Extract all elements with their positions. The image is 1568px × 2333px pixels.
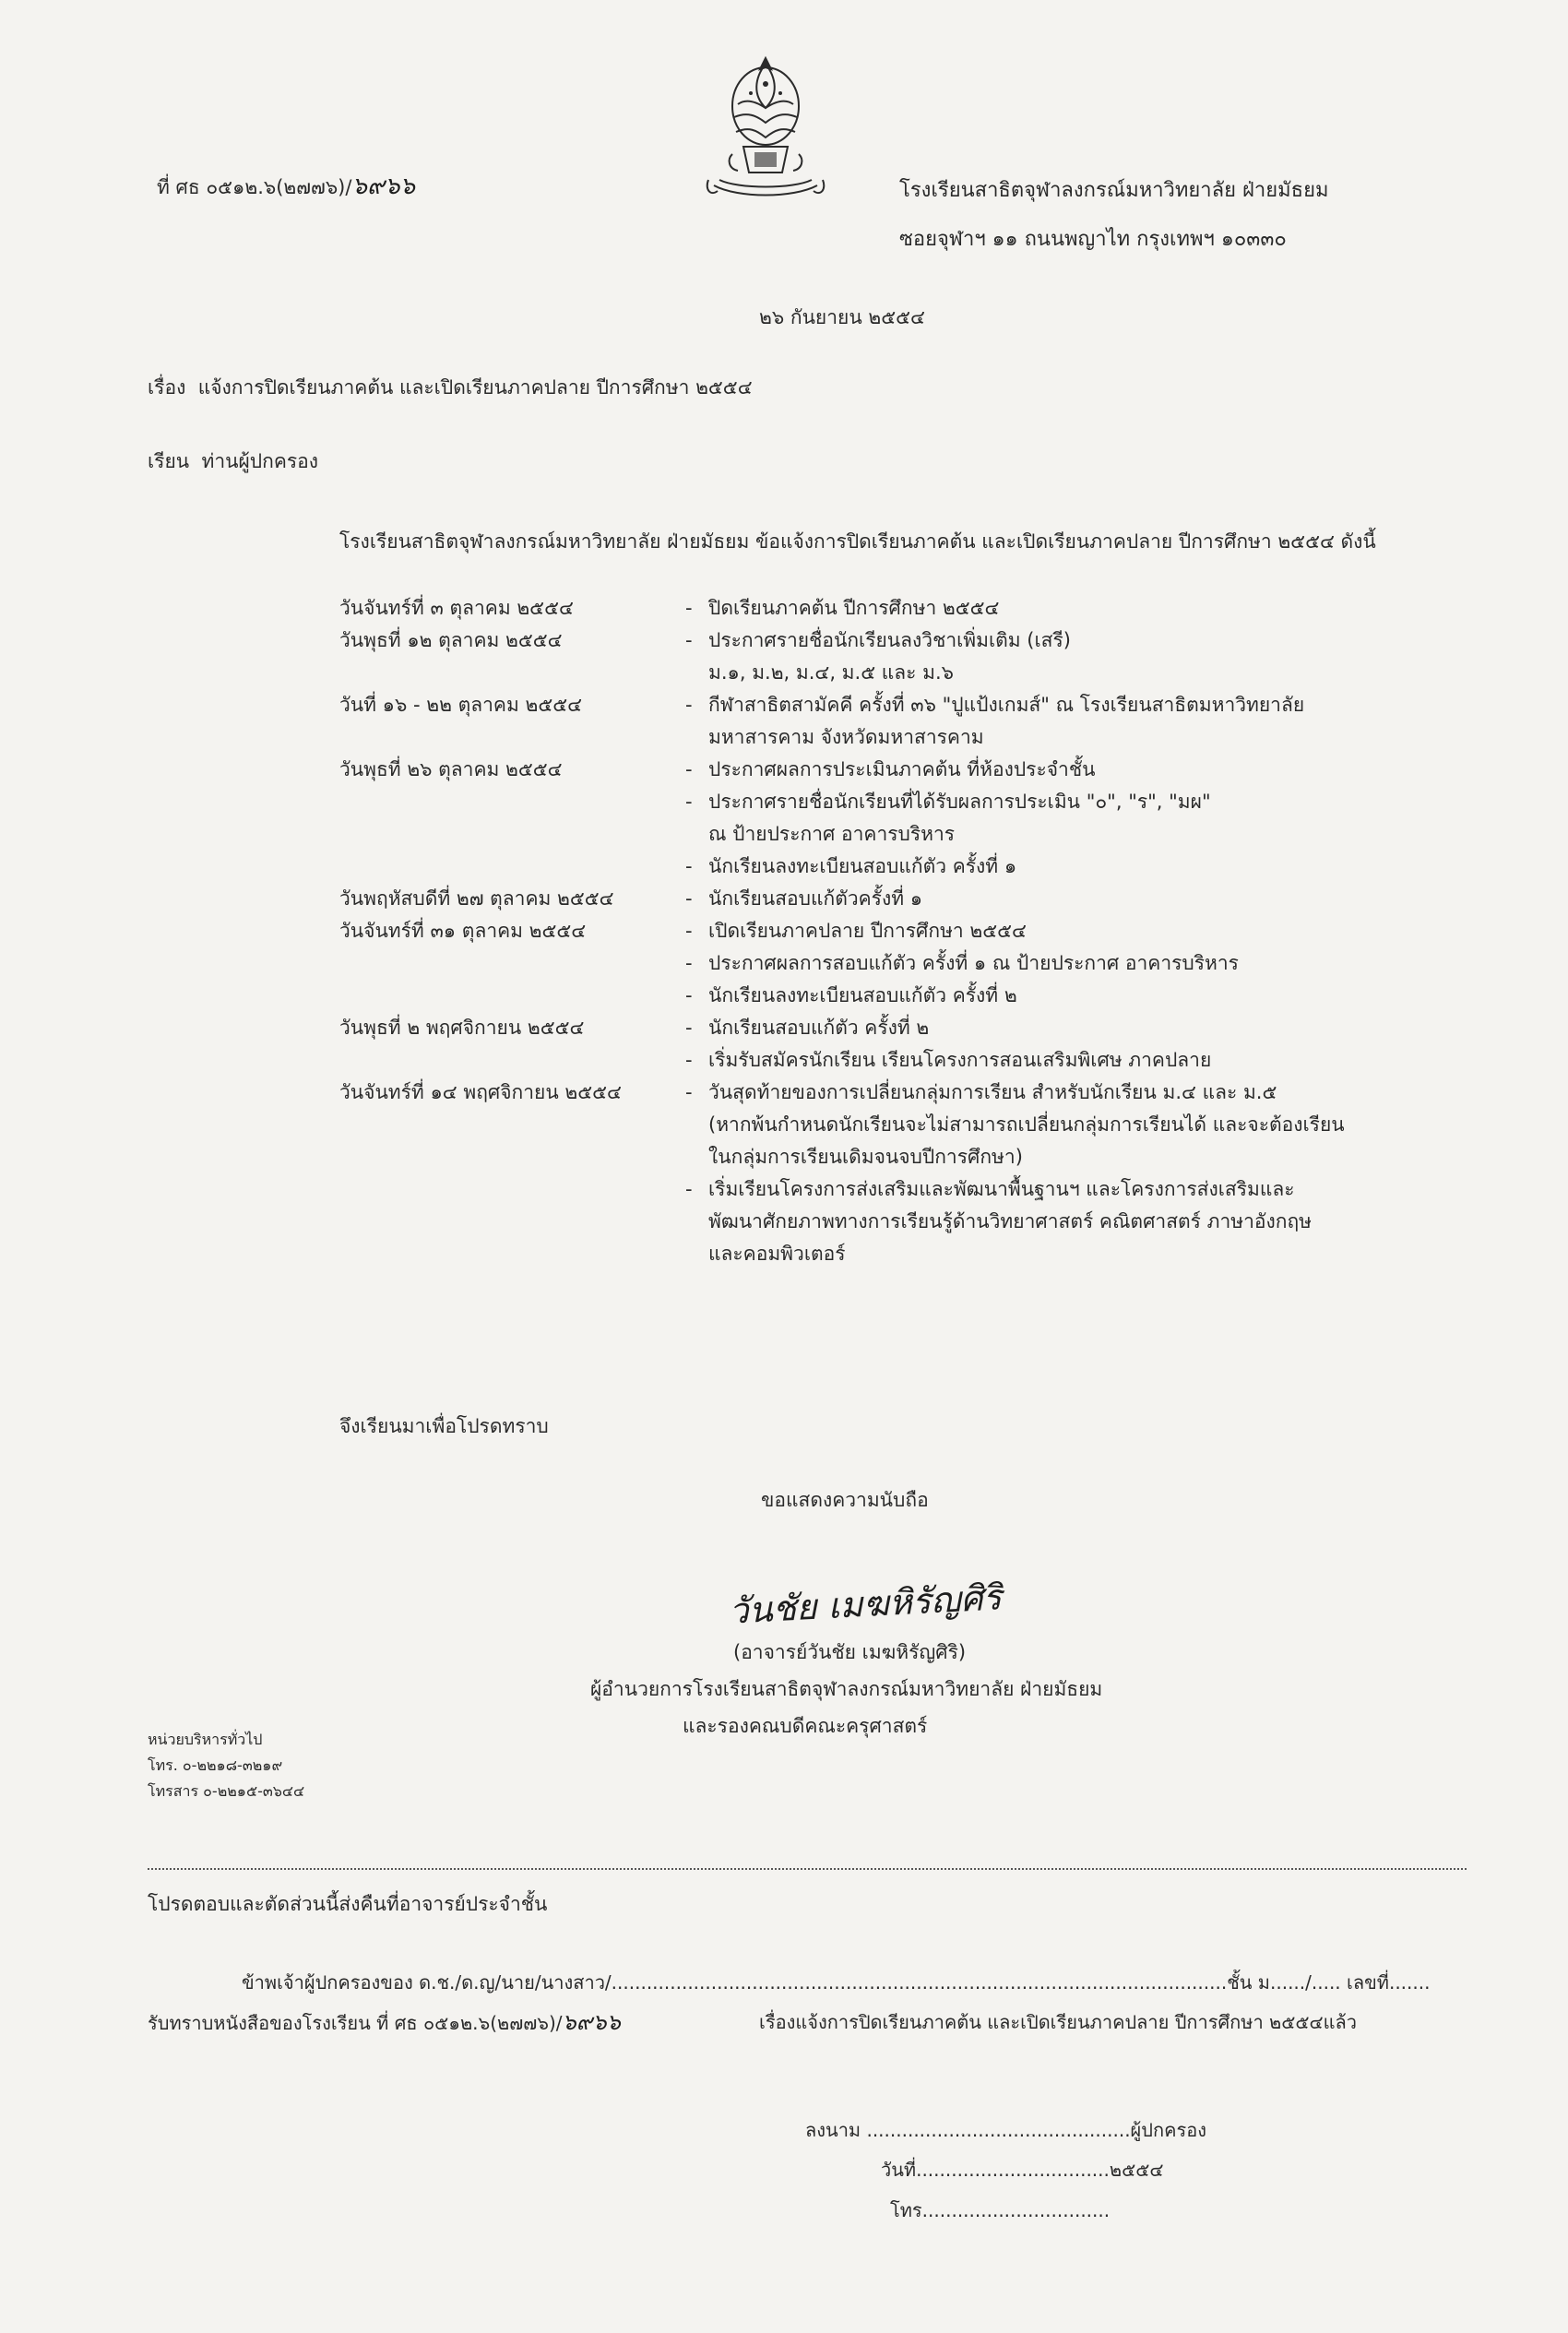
reply-ref-prefix: รับทราบหนังสือของโรงเรียน ที่ ศธ ๐๕๑๒.๖(๒๗๗๖)/ bbox=[148, 2012, 563, 2034]
signature: วันชัย เมฆหิรัญศิริ bbox=[728, 1577, 1004, 1632]
schedule-row bbox=[339, 1079, 1428, 1112]
bullet-dash: - bbox=[685, 1049, 693, 1071]
schedule-row bbox=[339, 627, 1428, 660]
schedule-text: กีฬาสาธิตสามัคคี ครั้งที่ ๓๖ "ปูแป้งเกมส์" ณ โรงเรียนสาธิตมหาวิทยาลัย bbox=[708, 694, 1305, 716]
reply-acknowledge-line bbox=[148, 2009, 621, 2036]
schedule-row bbox=[339, 950, 1428, 982]
bullet-dash: - bbox=[685, 629, 693, 651]
schedule-row bbox=[339, 789, 1428, 821]
contact-phone: โทร. ๐-๒๒๑๘-๓๒๑๙ bbox=[148, 1756, 283, 1774]
schedule-row bbox=[339, 756, 1428, 789]
schedule-row bbox=[339, 821, 1428, 853]
reply-signature-line: ลงนาม .............................................ผู้ปกครอง bbox=[805, 2119, 1206, 2141]
schedule-date: วันจันทร์ที่ ๑๔ พฤศจิกายน ๒๕๕๔ bbox=[339, 1081, 622, 1103]
schedule-date: วันจันทร์ที่ ๓๑ ตุลาคม ๒๕๕๔ bbox=[339, 920, 587, 942]
schedule-date: วันพุธที่ ๑๒ ตุลาคม ๒๕๕๔ bbox=[339, 629, 563, 651]
schedule-text: เริ่มเรียนโครงการส่งเสริมและพัฒนาพื้นฐานฯ และโครงการส่งเสริมและ bbox=[708, 1178, 1295, 1200]
subject-line bbox=[148, 375, 753, 400]
schedule-text: ในกลุ่มการเรียนเดิมจนจบปีการศึกษา) bbox=[708, 1146, 1023, 1168]
reply-date-line: วันที่.................................๒๕๕๔ bbox=[881, 2159, 1164, 2181]
schedule-date: วันพฤหัสบดีที่ ๒๗ ตุลาคม ๒๕๕๔ bbox=[339, 887, 614, 910]
bullet-dash: - bbox=[685, 1081, 693, 1103]
reference-handwritten: ๖๙๖๖ bbox=[351, 173, 416, 200]
bullet-dash: - bbox=[685, 855, 693, 877]
schedule-text: ปิดเรียนภาคต้น ปีการศึกษา ๒๕๕๔ bbox=[708, 597, 1000, 619]
closing-text: จึงเรียนมาเพื่อโปรดทราบ bbox=[339, 1415, 549, 1437]
reply-subject-line: เรื่องแจ้งการปิดเรียนภาคต้น และเปิดเรียนภาคปลาย ปีการศึกษา ๒๕๕๔แล้ว bbox=[759, 2011, 1358, 2033]
schedule-text: เริ่มรับสมัครนักเรียน เรียนโครงการสอนเสริมพิเศษ ภาคปลาย bbox=[708, 1049, 1212, 1071]
schedule-text: เปิดเรียนภาคปลาย ปีการศึกษา ๒๕๕๔ bbox=[708, 920, 1027, 942]
regards-text: ขอแสดงความนับถือ bbox=[761, 1489, 929, 1511]
bullet-dash: - bbox=[685, 694, 693, 716]
schedule-row bbox=[339, 660, 1428, 692]
university-seal-icon bbox=[701, 51, 830, 212]
intro-paragraph: โรงเรียนสาธิตจุฬาลงกรณ์มหาวิทยาลัย ฝ่ายมัธยม ข้อแจ้งการปิดเรียนภาคต้น และเปิดเรียนภาคปลาย ปีการศึกษา ๒๕๕๔ ดังนี้ bbox=[339, 530, 1376, 553]
bullet-dash: - bbox=[685, 597, 693, 619]
contact-unit: หน่วยบริหารทั่วไป bbox=[148, 1731, 263, 1748]
schedule-text: นักเรียนลงทะเบียนสอบแก้ตัว ครั้งที่ ๑ bbox=[708, 855, 1017, 877]
schedule-text: นักเรียนสอบแก้ตัว ครั้งที่ ๒ bbox=[708, 1017, 930, 1039]
reply-student-line: ข้าพเจ้าผู้ปกครองของ ด.ช./ด.ญ/นาย/นางสาว/.........................................................................................................ชั้น ม....../..... เลขที่....... bbox=[242, 1971, 1431, 1994]
subject-text: แจ้งการปิดเรียนภาคต้น และเปิดเรียนภาคปลาย ปีการศึกษา ๒๕๕๔ bbox=[197, 376, 753, 399]
bullet-dash: - bbox=[685, 758, 693, 780]
schedule-row bbox=[339, 886, 1428, 918]
bullet-dash: - bbox=[685, 984, 693, 1006]
contact-fax: โทรสาร ๐-๒๒๑๕-๓๖๔๔ bbox=[148, 1782, 305, 1800]
schedule-row bbox=[339, 1241, 1428, 1273]
schedule-row bbox=[339, 595, 1428, 627]
schedule-text: พัฒนาศักยภาพทางการเรียนรู้ด้านวิทยาศาสตร์ คณิตศาสตร์ ภาษาอังกฤษ bbox=[708, 1210, 1313, 1232]
schedule-row bbox=[339, 1112, 1428, 1144]
schedule-text: ณ ป้ายประกาศ อาคารบริหาร bbox=[708, 823, 956, 845]
schedule-row bbox=[339, 1208, 1428, 1241]
reference-number bbox=[157, 173, 415, 200]
bullet-dash: - bbox=[685, 887, 693, 910]
schedule-text: และคอมพิวเตอร์ bbox=[708, 1243, 846, 1265]
bullet-dash: - bbox=[685, 952, 693, 974]
schedule-row bbox=[339, 724, 1428, 756]
signer-title-2: และรองคณบดีคณะครุศาสตร์ bbox=[683, 1715, 928, 1737]
schedule-row bbox=[339, 692, 1428, 724]
school-address: ซอยจุฬาฯ ๑๑ ถนนพญาไท กรุงเทพฯ ๑๐๓๓๐ bbox=[899, 228, 1287, 251]
schedule-row bbox=[339, 1047, 1428, 1079]
schedule-text: นักเรียนสอบแก้ตัวครั้งที่ ๑ bbox=[708, 887, 923, 910]
schedule-text: ประกาศผลการสอบแก้ตัว ครั้งที่ ๑ ณ ป้ายประกาศ อาคารบริหาร bbox=[708, 952, 1239, 974]
recipient-label: เรียน bbox=[148, 450, 190, 472]
schedule-text: ประกาศรายชื่อนักเรียนลงวิชาเพิ่มเติม (เสรี) bbox=[708, 629, 1071, 651]
bullet-dash: - bbox=[685, 791, 693, 813]
signer-title-1: ผู้อำนวยการโรงเรียนสาธิตจุฬาลงกรณ์มหาวิทยาลัย ฝ่ายมัธยม bbox=[590, 1678, 1103, 1700]
school-name: โรงเรียนสาธิตจุฬาลงกรณ์มหาวิทยาลัย ฝ่ายมัธยม bbox=[899, 179, 1329, 202]
reply-instruction: โปรดตอบและตัดส่วนนี้ส่งคืนที่อาจารย์ประจำชั้น bbox=[148, 1893, 548, 1915]
schedule-list bbox=[339, 595, 1428, 1273]
reply-ref-handwritten: ๖๙๖๖ bbox=[562, 2009, 621, 2035]
schedule-row bbox=[339, 1144, 1428, 1176]
schedule-text: วันสุดท้ายของการเปลี่ยนกลุ่มการเรียน สำหรับนักเรียน ม.๔ และ ม.๕ bbox=[708, 1081, 1277, 1103]
signer-name: (อาจารย์วันชัย เมฆหิรัญศิริ) bbox=[733, 1641, 967, 1663]
recipient-text: ท่านผู้ปกครอง bbox=[201, 450, 319, 472]
schedule-text: นักเรียนลงทะเบียนสอบแก้ตัว ครั้งที่ ๒ bbox=[708, 984, 1017, 1006]
schedule-text: ประกาศผลการประเมินภาคต้น ที่ห้องประจำชั้น bbox=[708, 758, 1096, 780]
schedule-row bbox=[339, 918, 1428, 950]
schedule-text: ประกาศรายชื่อนักเรียนที่ได้รับผลการประเมิน "๐", "ร", "มผ" bbox=[708, 791, 1211, 813]
schedule-date: วันพุธที่ ๒ พฤศจิกายน ๒๕๕๔ bbox=[339, 1017, 585, 1039]
schedule-date: วันพุธที่ ๒๖ ตุลาคม ๒๕๕๔ bbox=[339, 758, 563, 780]
schedule-text: (หากพ้นกำหนดนักเรียนจะไม่สามารถเปลี่ยนกลุ่มการเรียนได้ และจะต้องเรียน bbox=[708, 1113, 1345, 1136]
bullet-dash: - bbox=[685, 1017, 693, 1039]
schedule-date: วันจันทร์ที่ ๓ ตุลาคม ๒๕๕๔ bbox=[339, 597, 574, 619]
schedule-text: ม.๑, ม.๒, ม.๔, ม.๕ และ ม.๖ bbox=[708, 661, 954, 684]
schedule-date: วันที่ ๑๖ - ๒๒ ตุลาคม ๒๕๕๔ bbox=[339, 694, 583, 716]
letter-date: ๒๖ กันยายน ๒๕๕๔ bbox=[759, 306, 925, 328]
schedule-row bbox=[339, 982, 1428, 1015]
bullet-dash: - bbox=[685, 920, 693, 942]
recipient-line bbox=[148, 448, 318, 474]
schedule-text: มหาสารคาม จังหวัดมหาสารคาม bbox=[708, 726, 984, 748]
cut-line-divider bbox=[148, 1868, 1467, 1870]
schedule-row bbox=[339, 1015, 1428, 1047]
schedule-row bbox=[339, 1176, 1428, 1208]
bullet-dash: - bbox=[685, 1178, 693, 1200]
schedule-row bbox=[339, 853, 1428, 886]
reference-prefix: ที่ ศธ ๐๕๑๒.๖(๒๗๗๖)/ bbox=[157, 176, 352, 198]
reply-phone-line: โทร................................ bbox=[890, 2199, 1111, 2221]
subject-label: เรื่อง bbox=[148, 376, 186, 399]
